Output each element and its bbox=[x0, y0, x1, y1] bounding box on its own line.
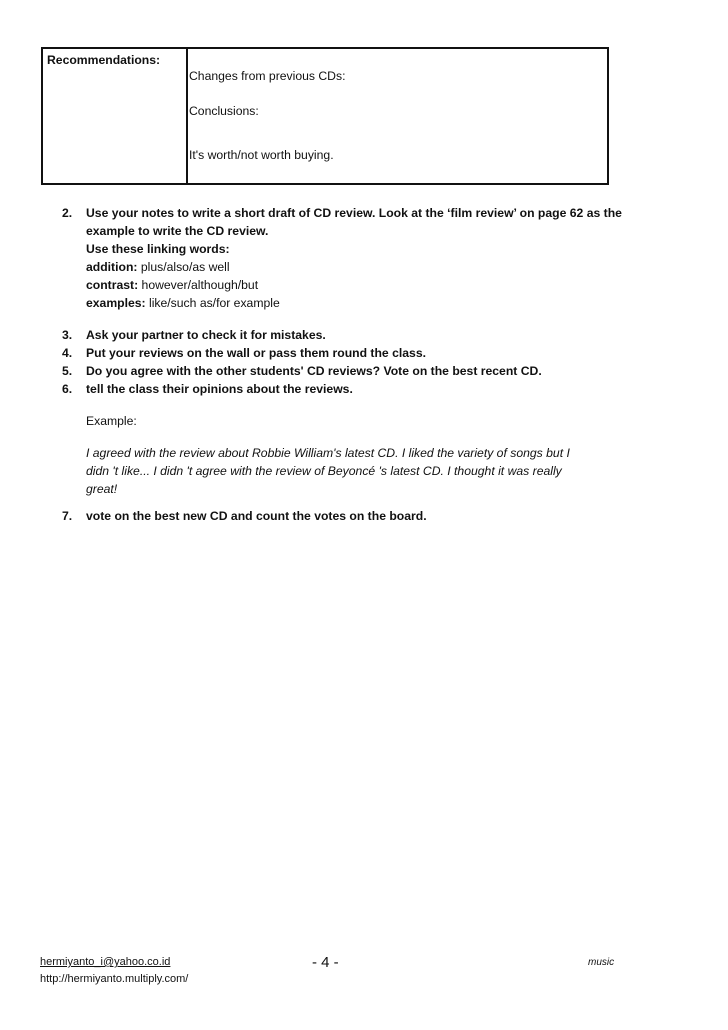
item-number: 2. bbox=[62, 206, 73, 220]
item-number: 3. bbox=[62, 328, 73, 342]
item-4-text: Put your reviews on the wall or pass them round the class. bbox=[86, 346, 426, 360]
page-number: - 4 - bbox=[312, 954, 339, 971]
item-3-text: Ask your partner to check it for mistakes. bbox=[86, 328, 326, 342]
example-label: Example: bbox=[86, 414, 137, 428]
footer-topic: music bbox=[588, 957, 615, 968]
recommendations-label: Recommendations: bbox=[47, 53, 161, 67]
item-2-line2: example to write the CD review. bbox=[86, 224, 269, 238]
footer-email-link[interactable]: hermiyanto_i@yahoo.co.id bbox=[40, 956, 171, 968]
addition-line: addition: plus/also/as well bbox=[86, 260, 230, 274]
item-number: 6. bbox=[62, 382, 73, 396]
changes-line: Changes from previous CDs: bbox=[189, 69, 346, 83]
example-line3: great! bbox=[86, 482, 118, 496]
item-2-line3: Use these linking words: bbox=[86, 242, 230, 256]
worth-buying-line: It's worth/not worth buying. bbox=[189, 148, 334, 162]
example-text bbox=[86, 444, 626, 498]
table-divider bbox=[186, 49, 188, 183]
item-5-text: Do you agree with the other students' CD reviews? Vote on the best recent CD. bbox=[86, 364, 542, 378]
example-line1: I agreed with the review about Robbie William's latest CD. I liked the variety of songs but I bbox=[86, 446, 570, 460]
example-line2: didn 't like... I didn 't agree with the review of Beyoncé 's latest CD. I thought it was really bbox=[86, 464, 562, 478]
recommendations-table bbox=[41, 47, 609, 185]
contrast-line: contrast: however/although/but bbox=[86, 278, 259, 292]
item-number: 7. bbox=[62, 509, 73, 523]
item-2-line1: Use your notes to write a short draft of CD review. Look at the ‘film review’ on page 62 as the bbox=[86, 206, 622, 220]
conclusions-line: Conclusions: bbox=[189, 104, 259, 118]
footer-url: http://hermiyanto.multiply.com/ bbox=[40, 973, 189, 985]
item-number: 5. bbox=[62, 364, 73, 378]
item-number: 4. bbox=[62, 346, 73, 360]
examples-line: examples: like/such as/for example bbox=[86, 296, 280, 310]
item-7-text: vote on the best new CD and count the votes on the board. bbox=[86, 509, 427, 523]
item-6-text: tell the class their opinions about the reviews. bbox=[86, 382, 353, 396]
